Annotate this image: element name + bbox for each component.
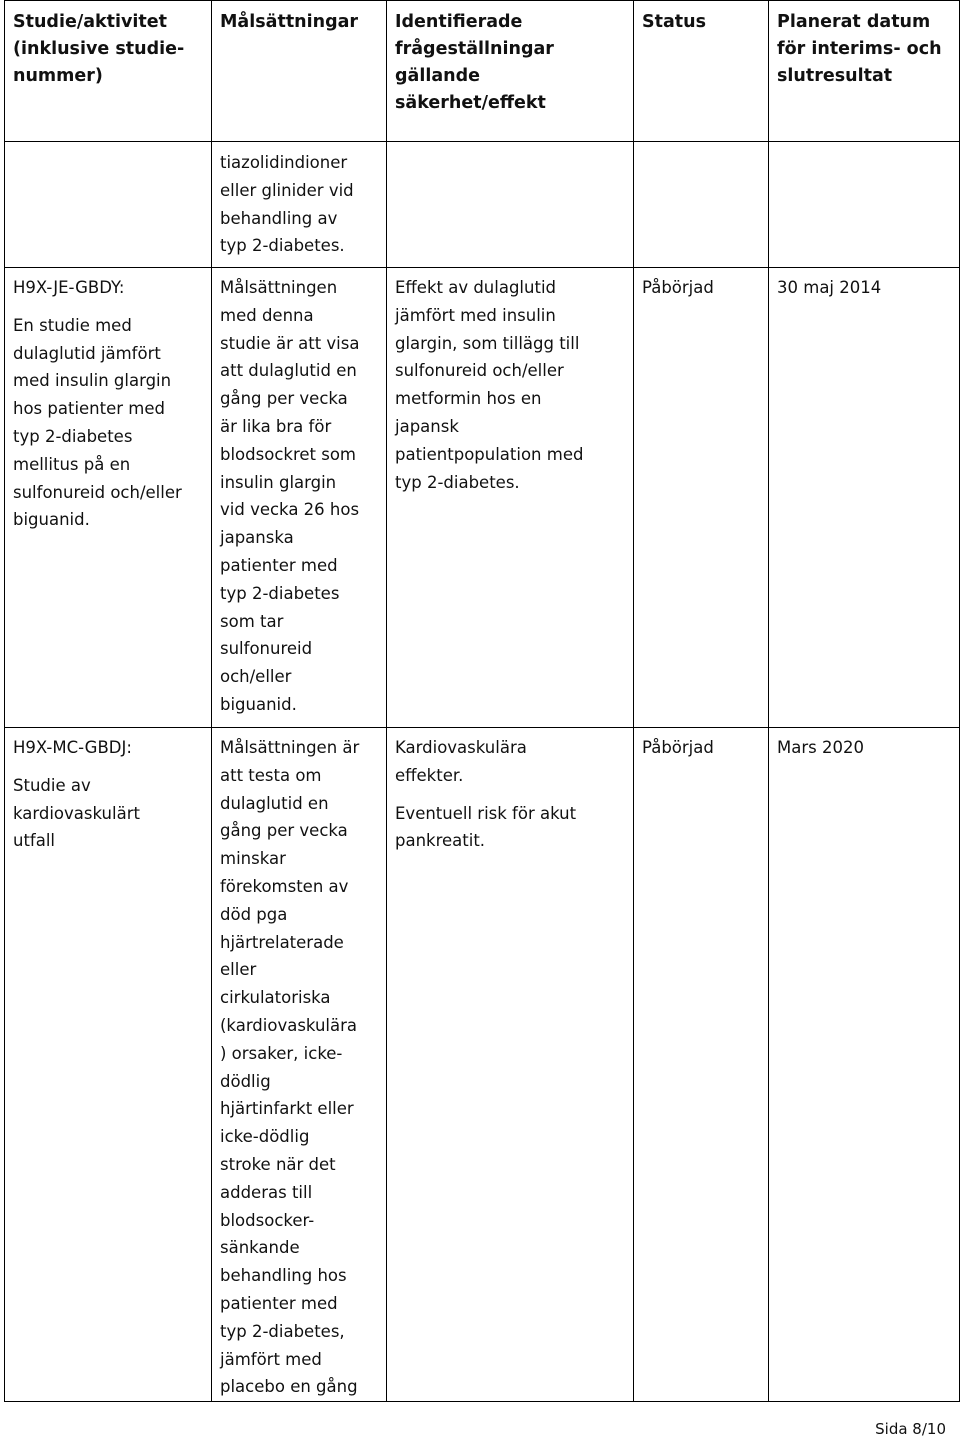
date-cell (769, 728, 960, 1402)
issue-cell (387, 268, 634, 728)
status-cell (634, 268, 769, 728)
status-text: Påbörjad (642, 738, 714, 757)
goal-text: Målsättningen med denna studie är att visa att dulaglutid en gång per vecka är lika bra för blodsockret som insulin glargin vid vecka 26 hos japanska patienter med typ 2-diabetes som tar sulfonureid och/eller biguanid. (220, 278, 360, 714)
header-goals: Målsättningar (212, 1, 387, 142)
goal-cell (212, 728, 387, 1402)
status-cell (634, 142, 769, 268)
header-status: Status (634, 1, 769, 142)
issue-cell (387, 142, 634, 268)
header-row (5, 1, 960, 142)
page-number: Sida 8/10 (875, 1420, 946, 1438)
status-text: Påbörjad (642, 278, 714, 297)
date-cell (769, 268, 960, 728)
study-cell (5, 142, 212, 268)
goal-text: tiazolidindioner eller glinider vid behandling av typ 2-diabetes. (220, 153, 354, 256)
issue-text: Kardiovaskulära effekter. (395, 738, 527, 785)
status-cell (634, 728, 769, 1402)
study-cell (5, 268, 212, 728)
study-id: H9X-JE-GBDY: (13, 278, 125, 297)
table-row (5, 268, 960, 728)
study-description: En studie med dulaglutid jämfört med insulin glargin hos patienter med typ 2-diabetes mellitus på en sulfonureid och/eller biguanid. (13, 315, 182, 530)
study-cell (5, 728, 212, 1402)
issue-text-secondary: Eventuell risk för akut pankreatit. (395, 803, 577, 851)
table-row (5, 728, 960, 1402)
date-text: Mars 2020 (777, 738, 864, 757)
goal-cell (212, 268, 387, 728)
study-table (4, 0, 960, 1402)
goal-cell (212, 142, 387, 268)
issue-text: Effekt av dulaglutid jämfört med insulin glargin, som tillägg till sulfonureid och/eller metformin hos en japansk patientpopulation med typ 2-diabetes. (395, 278, 584, 492)
goal-text: Målsättningen är att testa om dulaglutid en gång per vecka minskar förekomsten av död pga hjärtrelaterade eller cirkulatoriska (kardiovaskulära ) orsaker, icke- dödlig hjärtinfarkt eller icke-dödlig stroke när det adderas till blodsocker- sänkande behandling hos patienter med typ 2-diabetes, jämfört med placebo en gång (220, 738, 360, 1397)
header-date: Planerat datum för interims- och slutresultat (769, 1, 960, 142)
header-study: Studie/aktivitet (inklusive studie- nummer) (5, 1, 212, 142)
issue-cell (387, 728, 634, 1402)
study-id: H9X-MC-GBDJ: (13, 738, 132, 757)
table-row (5, 142, 960, 268)
study-description: Studie av kardiovaskulärt utfall (13, 775, 140, 851)
date-text: 30 maj 2014 (777, 278, 882, 297)
date-cell (769, 142, 960, 268)
header-issues: Identifierade frågeställningar gällande säkerhet/effekt (387, 1, 634, 142)
